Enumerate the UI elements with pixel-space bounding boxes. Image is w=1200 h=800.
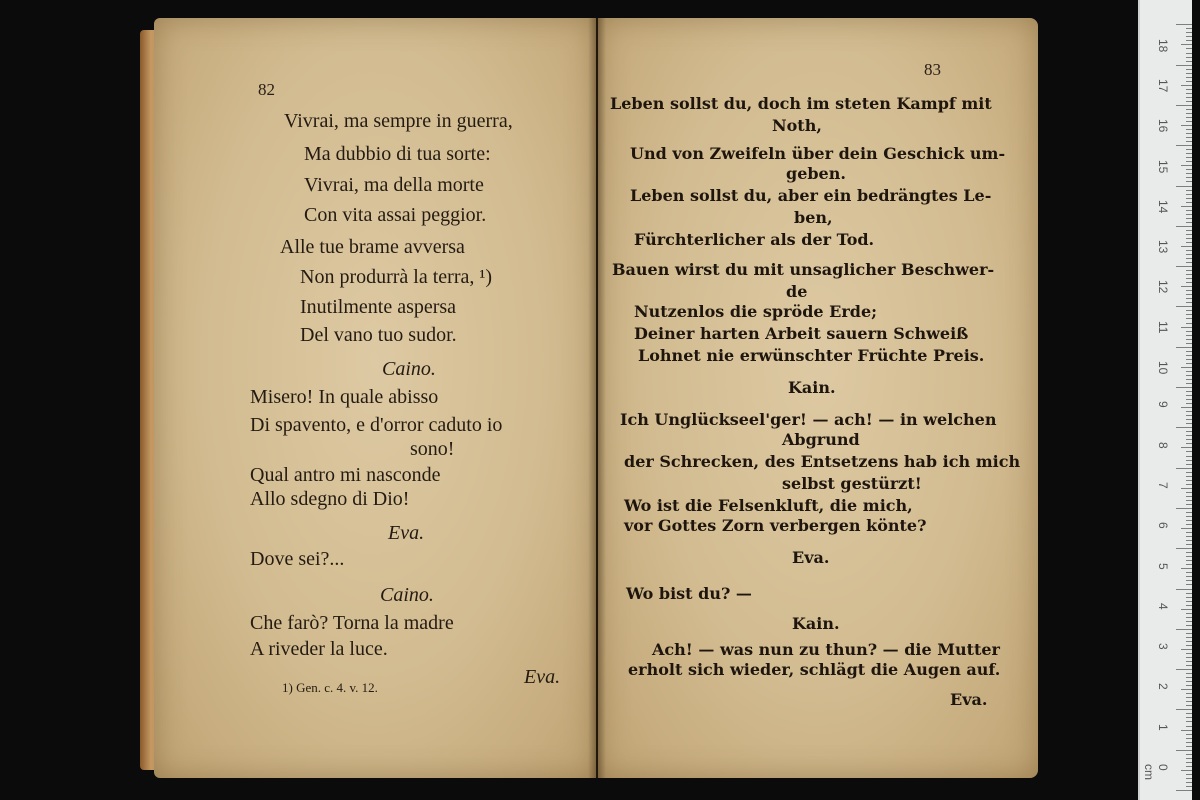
text-line: Vivrai, ma sempre in guerra,: [284, 110, 513, 132]
text-line: Abgrund: [782, 430, 860, 449]
ruler-label: 6: [1156, 522, 1170, 529]
ruler-tick: [1186, 532, 1192, 533]
footnote: 1) Gen. c. 4. v. 12.: [282, 680, 378, 695]
ruler-tick: [1186, 97, 1192, 98]
ruler-tick: [1186, 685, 1192, 686]
text-line: Leben sollst du, aber ein bedrängtes Le-: [630, 186, 992, 205]
text-line: Ach! — was nun zu thun? — die Mutter: [652, 640, 1000, 659]
ruler-tick: [1181, 246, 1192, 247]
ruler-tick: [1186, 157, 1192, 158]
text-line: selbst gestürzt!: [782, 474, 922, 493]
ruler-tick: [1186, 210, 1192, 211]
ruler-tick: [1186, 673, 1192, 674]
ruler-tick: [1186, 73, 1192, 74]
ruler-tick: [1186, 129, 1192, 130]
text-line: Eva.: [524, 666, 561, 688]
text-line: Bauen wirst du mit unsaglicher Beschwer-: [612, 260, 995, 279]
ruler-tick: [1186, 512, 1192, 513]
ruler-tick: [1186, 786, 1192, 787]
ruler-tick: [1176, 589, 1192, 590]
text-line: Caino.: [380, 584, 434, 606]
ruler-tick: [1186, 57, 1192, 58]
ruler-tick: [1181, 125, 1192, 126]
ruler-label: 16: [1156, 119, 1170, 133]
ruler-tick: [1186, 516, 1192, 517]
ruler-tick: [1186, 40, 1192, 41]
ruler-tick: [1186, 383, 1192, 384]
ruler-tick: [1186, 278, 1192, 279]
ruler-tick: [1186, 593, 1192, 594]
text-line: vor Gottes Zorn verbergen könte?: [624, 516, 927, 535]
ruler-label: 7: [1156, 481, 1170, 489]
ruler-tick: [1186, 617, 1192, 618]
ruler-tick: [1181, 44, 1192, 45]
ruler-label: 15: [1156, 159, 1170, 173]
ruler-tick: [1186, 476, 1192, 477]
ruler-tick: [1186, 323, 1192, 324]
ruler-tick: [1186, 734, 1192, 735]
ruler-tick: [1186, 540, 1192, 541]
ruler-tick: [1176, 65, 1192, 66]
ruler-tick: [1186, 681, 1192, 682]
text-line: Caino.: [382, 358, 436, 380]
ruler-tick: [1186, 460, 1192, 461]
text-line: Ich Unglückseel'ger! — ach! — in welchen: [620, 410, 997, 429]
text-line: erholt sich wieder, schlägt die Augen auf.: [628, 660, 1001, 679]
ruler-tick: [1176, 387, 1192, 388]
ruler-tick: [1181, 447, 1192, 448]
ruler-tick: [1186, 230, 1192, 231]
ruler-tick: [1186, 504, 1192, 505]
ruler-tick: [1186, 782, 1192, 783]
ruler-tick: [1186, 141, 1192, 142]
ruler-tick: [1186, 713, 1192, 714]
ruler-tick: [1186, 637, 1192, 638]
ruler-tick: [1186, 254, 1192, 255]
ruler-label: 17: [1156, 78, 1170, 93]
ruler-tick: [1186, 633, 1192, 634]
ruler-tick: [1186, 77, 1192, 78]
ruler-tick: [1186, 53, 1192, 54]
ruler-tick: [1176, 145, 1192, 146]
page-number: 83: [924, 60, 941, 79]
ruler-tick: [1186, 480, 1192, 481]
text-line: Lohnet nie erwünschter Früchte Preis.: [638, 346, 985, 365]
ruler-tick: [1186, 693, 1192, 694]
ruler-tick: [1186, 451, 1192, 452]
ruler-tick: [1186, 564, 1192, 565]
ruler-tick: [1186, 774, 1192, 775]
ruler-tick: [1186, 318, 1192, 319]
text-line: Und von Zweifeln über dein Geschick um-: [630, 144, 1006, 163]
book-gutter: [588, 18, 606, 778]
ruler-tick: [1186, 343, 1192, 344]
text-line: Non produrrà la terra, ¹): [300, 266, 493, 288]
ruler-tick: [1186, 399, 1192, 400]
ruler-tick: [1186, 359, 1192, 360]
ruler-tick: [1181, 568, 1192, 569]
text-line: Vivrai, ma della morte: [304, 174, 484, 196]
ruler-tick: [1176, 306, 1192, 307]
ruler-tick: [1176, 548, 1192, 549]
ruler-tick: [1186, 641, 1192, 642]
text-line: Di spavento, e d'orror caduto io: [250, 414, 503, 436]
ruler-tick: [1176, 427, 1192, 428]
ruler-tick: [1186, 302, 1192, 303]
text-line: A riveder la luce.: [250, 638, 388, 660]
ruler-label: 2: [1156, 683, 1170, 691]
ruler-tick: [1186, 173, 1192, 174]
ruler-label: 14: [1156, 199, 1170, 214]
ruler-tick: [1186, 89, 1192, 90]
ruler-tick: [1186, 701, 1192, 702]
ruler-tick: [1186, 677, 1192, 678]
page-number: 82: [258, 80, 275, 99]
ruler-tick: [1186, 214, 1192, 215]
ruler-tick: [1186, 335, 1192, 336]
ruler-tick: [1186, 190, 1192, 191]
ruler-tick: [1186, 238, 1192, 239]
ruler-tick: [1186, 544, 1192, 545]
ruler-tick: [1186, 621, 1192, 622]
ruler-tick: [1186, 717, 1192, 718]
ruler-label: 18: [1156, 38, 1170, 52]
ruler-label: 11: [1156, 320, 1170, 334]
ruler-tick: [1186, 198, 1192, 199]
ruler-tick: [1186, 758, 1192, 759]
ruler-tick: [1181, 770, 1192, 771]
ruler-tick: [1186, 556, 1192, 557]
ruler-tick: [1181, 367, 1192, 368]
ruler-label: 3: [1156, 643, 1170, 650]
ruler-tick: [1186, 496, 1192, 497]
ruler-tick: [1186, 258, 1192, 259]
ruler-tick: [1186, 379, 1192, 380]
ruler-tick: [1186, 645, 1192, 646]
ruler-tick: [1181, 609, 1192, 610]
ruler-tick: [1186, 443, 1192, 444]
text-line: Ma dubbio di tua sorte:: [304, 143, 491, 165]
ruler-tick: [1176, 629, 1192, 630]
text-line: Del vano tuo sudor.: [300, 324, 457, 346]
text-line: Fürchterlicher als der Tod.: [634, 230, 875, 249]
ruler-label: 12: [1156, 280, 1170, 294]
ruler-tick: [1186, 262, 1192, 263]
ruler-tick: [1186, 181, 1192, 182]
ruler-tick: [1186, 250, 1192, 251]
text-line: Con vita assai peggior.: [304, 204, 487, 226]
text-line: de: [786, 282, 808, 301]
text-line: Che farò? Torna la madre: [250, 612, 454, 634]
ruler-tick: [1186, 121, 1192, 122]
text-line: Eva.: [792, 548, 830, 567]
text-line: Kain.: [788, 378, 836, 397]
ruler-tick: [1186, 234, 1192, 235]
ruler-tick: [1186, 705, 1192, 706]
ruler-tick: [1186, 423, 1192, 424]
ruler-tick: [1186, 492, 1192, 493]
ruler-tick: [1186, 435, 1192, 436]
left-page: [154, 18, 596, 778]
ruler-tick: [1186, 202, 1192, 203]
text-line: geben.: [786, 164, 846, 183]
ruler-tick: [1186, 520, 1192, 521]
ruler-tick: [1186, 242, 1192, 243]
ruler-tick: [1181, 689, 1192, 690]
ruler-tick: [1186, 81, 1192, 82]
ruler-label: 8: [1156, 441, 1170, 449]
ruler-tick: [1186, 766, 1192, 767]
ruler-label: 4: [1156, 602, 1170, 610]
ruler-tick: [1186, 290, 1192, 291]
ruler-tick: [1186, 113, 1192, 114]
ruler-tick: [1186, 464, 1192, 465]
ruler-tick: [1186, 653, 1192, 654]
ruler-tick: [1186, 597, 1192, 598]
ruler-tick: [1186, 294, 1192, 295]
measuring-ruler: [1138, 0, 1192, 800]
ruler-tick: [1186, 605, 1192, 606]
ruler-label: 1: [1156, 723, 1170, 731]
ruler-tick: [1186, 754, 1192, 755]
ruler-tick: [1186, 721, 1192, 722]
text-line: Inutilmente aspersa: [300, 296, 457, 318]
ruler-tick: [1176, 266, 1192, 267]
ruler-tick: [1186, 391, 1192, 392]
ruler-tick: [1186, 69, 1192, 70]
ruler-tick: [1186, 613, 1192, 614]
ruler-tick: [1186, 456, 1192, 457]
ruler-tick: [1186, 36, 1192, 37]
ruler-label: 0 cm: [1142, 764, 1170, 780]
ruler-tick: [1176, 226, 1192, 227]
ruler-tick: [1181, 528, 1192, 529]
text-line: Wo bist du? —: [626, 584, 752, 603]
ruler-tick: [1186, 625, 1192, 626]
text-line: Kain.: [792, 614, 840, 633]
ruler-tick: [1186, 133, 1192, 134]
ruler-tick: [1186, 661, 1192, 662]
open-book: [140, 18, 1040, 783]
ruler-tick: [1176, 468, 1192, 469]
ruler-tick: [1181, 206, 1192, 207]
ruler-tick: [1186, 697, 1192, 698]
ruler-tick: [1186, 169, 1192, 170]
ruler-tick: [1186, 403, 1192, 404]
ruler-tick: [1186, 218, 1192, 219]
ruler-tick: [1181, 730, 1192, 731]
text-line: Noth,: [772, 116, 822, 135]
ruler-tick: [1186, 524, 1192, 525]
text-line: Nutzenlos die spröde Erde;: [634, 302, 878, 321]
ruler-tick: [1186, 314, 1192, 315]
right-page: [598, 18, 1038, 778]
ruler-tick: [1186, 762, 1192, 763]
text-line: Dove sei?...: [250, 548, 345, 570]
ruler-tick: [1186, 560, 1192, 561]
text-line: Deiner harten Arbeit sauern Schweiß: [634, 324, 969, 343]
ruler-label: 9: [1156, 401, 1170, 408]
ruler-tick: [1186, 298, 1192, 299]
ruler-tick: [1186, 778, 1192, 779]
text-line: der Schrecken, des Entsetzens hab ich mich: [624, 452, 1021, 471]
ruler-tick: [1186, 331, 1192, 332]
ruler-tick: [1186, 310, 1192, 311]
ruler-tick: [1176, 186, 1192, 187]
ruler-tick: [1186, 415, 1192, 416]
ruler-tick: [1186, 746, 1192, 747]
ruler-tick: [1181, 165, 1192, 166]
ruler-tick: [1186, 48, 1192, 49]
ruler-tick: [1186, 270, 1192, 271]
ruler-tick: [1186, 375, 1192, 376]
text-line: ben,: [794, 208, 833, 227]
ruler-tick: [1186, 576, 1192, 577]
ruler-tick: [1186, 177, 1192, 178]
ruler-tick: [1186, 222, 1192, 223]
ruler-tick: [1186, 363, 1192, 364]
ruler-tick: [1181, 488, 1192, 489]
ruler-tick: [1186, 153, 1192, 154]
ruler-tick: [1186, 282, 1192, 283]
ruler-tick: [1186, 431, 1192, 432]
ruler-tick: [1186, 742, 1192, 743]
ruler-tick: [1186, 738, 1192, 739]
ruler-tick: [1186, 439, 1192, 440]
text-line: Leben sollst du, doch im steten Kampf mit: [610, 94, 992, 113]
ruler-tick: [1176, 508, 1192, 509]
ruler-tick: [1186, 117, 1192, 118]
ruler-tick: [1186, 101, 1192, 102]
ruler-tick: [1186, 194, 1192, 195]
ruler-tick: [1181, 327, 1192, 328]
text-line: Qual antro mi nasconde: [250, 464, 441, 486]
text-line: sono!: [410, 438, 455, 460]
ruler-tick: [1186, 109, 1192, 110]
ruler-tick: [1186, 500, 1192, 501]
ruler-tick: [1186, 472, 1192, 473]
ruler-tick: [1186, 28, 1192, 29]
ruler-tick: [1176, 24, 1192, 25]
ruler-tick: [1186, 371, 1192, 372]
text-line: Alle tue brame avversa: [280, 236, 465, 258]
ruler-tick: [1186, 572, 1192, 573]
ruler-label: 10: [1156, 361, 1170, 375]
ruler-tick: [1176, 750, 1192, 751]
ruler-tick: [1186, 601, 1192, 602]
ruler-tick: [1181, 649, 1192, 650]
ruler-tick: [1186, 351, 1192, 352]
ruler-tick: [1176, 105, 1192, 106]
ruler-tick: [1186, 657, 1192, 658]
ruler-tick: [1186, 355, 1192, 356]
ruler-tick: [1181, 407, 1192, 408]
ruler-tick: [1186, 32, 1192, 33]
ruler-tick: [1186, 274, 1192, 275]
ruler-tick: [1186, 665, 1192, 666]
ruler-tick: [1186, 339, 1192, 340]
ruler-tick: [1186, 149, 1192, 150]
ruler-tick: [1176, 790, 1192, 791]
ruler-tick: [1186, 93, 1192, 94]
ruler-label: 5: [1156, 562, 1170, 570]
text-line: Allo sdegno di Dio!: [250, 488, 410, 510]
ruler-tick: [1176, 347, 1192, 348]
ruler-tick: [1186, 411, 1192, 412]
ruler-tick: [1186, 552, 1192, 553]
ruler-tick: [1186, 536, 1192, 537]
ruler-tick: [1186, 395, 1192, 396]
ruler-tick: [1181, 286, 1192, 287]
text-line: Wo ist die Felsenkluft, die mich,: [624, 496, 913, 515]
ruler-tick: [1186, 137, 1192, 138]
ruler-tick: [1186, 484, 1192, 485]
text-line: Misero! In quale abisso: [250, 386, 439, 408]
ruler-tick: [1186, 419, 1192, 420]
ruler-tick: [1186, 161, 1192, 162]
text-line: Eva.: [388, 522, 425, 544]
text-line: Eva.: [950, 690, 988, 709]
ruler-label: 13: [1156, 240, 1170, 254]
ruler-tick: [1176, 669, 1192, 670]
ruler-tick: [1186, 584, 1192, 585]
ruler-tick: [1181, 85, 1192, 86]
ruler-tick: [1186, 726, 1192, 727]
ruler-tick: [1176, 709, 1192, 710]
ruler-tick: [1186, 61, 1192, 62]
ruler-tick: [1186, 580, 1192, 581]
